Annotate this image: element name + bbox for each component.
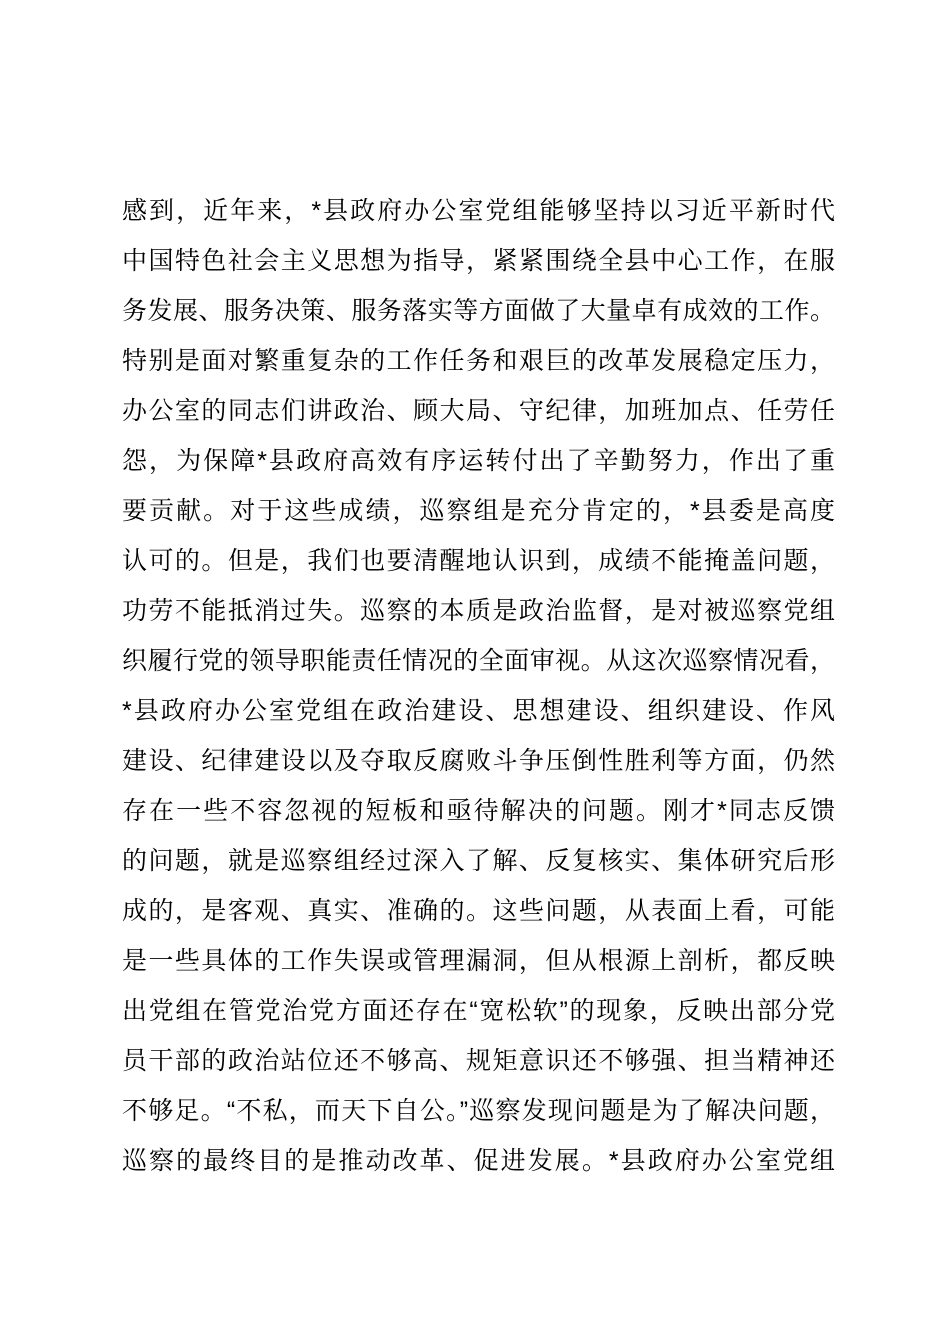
text-line: *县政府办公室党组在政治建设、思想建设、组织建设、作风 (122, 697, 835, 725)
text-line: 特别是面对繁重复杂的工作任务和艰巨的改革发展稳定压力， (122, 347, 835, 375)
text-line: 巡察的最终目的是推动改革、促进发展。*县政府办公室党组 (122, 1147, 835, 1175)
text-line: 怨，为保障*县政府高效有序运转付出了辛勤努力，作出了重 (122, 447, 835, 475)
text-line: 出党组在管党治党方面还存在“宽松软”的现象，反映出部分党 (122, 997, 835, 1025)
text-line: 成的，是客观、真实、准确的。这些问题，从表面上看，可能 (122, 897, 835, 925)
text-line: 务发展、服务决策、服务落实等方面做了大量卓有成效的工作。 (122, 297, 835, 325)
text-line: 不够足。“不私，而天下自公。”巡察发现问题是为了解决问题， (122, 1097, 835, 1125)
text-line: 存在一些不容忽视的短板和亟待解决的问题。刚才*同志反馈 (122, 797, 835, 825)
text-line: 是一些具体的工作失误或管理漏洞，但从根源上剖析，都反映 (122, 947, 835, 975)
text-line: 办公室的同志们讲政治、顾大局、守纪律，加班加点、任劳任 (122, 397, 835, 425)
text-line: 功劳不能抵消过失。巡察的本质是政治监督，是对被巡察党组 (122, 597, 835, 625)
text-line: 中国特色社会主义思想为指导，紧紧围绕全县中心工作，在服 (122, 247, 835, 275)
paragraph-text (122, 186, 835, 1186)
text-line: 建设、纪律建设以及夺取反腐败斗争压倒性胜利等方面，仍然 (122, 747, 835, 775)
text-line: 织履行党的领导职能责任情况的全面审视。从这次巡察情况看， (122, 647, 835, 675)
text-line: 的问题，就是巡察组经过深入了解、反复核实、集体研究后形 (122, 847, 835, 875)
text-line: 认可的。但是，我们也要清醒地认识到，成绩不能掩盖问题， (122, 547, 835, 575)
text-line: 感到，近年来，*县政府办公室党组能够坚持以习近平新时代 (122, 197, 835, 225)
text-line: 员干部的政治站位还不够高、规矩意识还不够强、担当精神还 (122, 1047, 835, 1075)
text-line: 要贡献。对于这些成绩，巡察组是充分肯定的，*县委是高度 (122, 497, 835, 525)
